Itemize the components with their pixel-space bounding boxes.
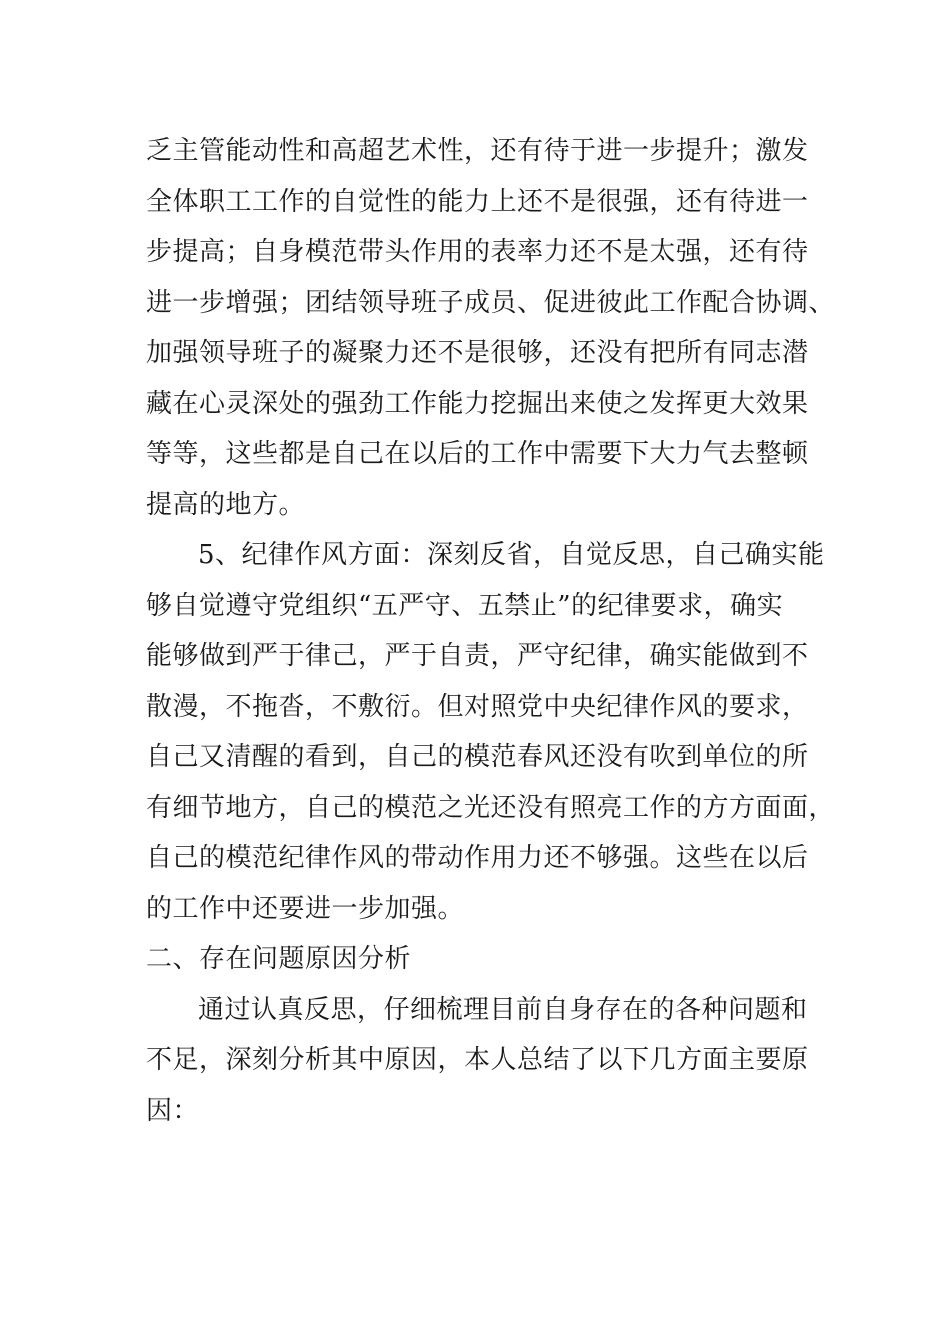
- document-body: [146, 126, 836, 1136]
- paragraph-discipline-style: [146, 530, 836, 934]
- text-line: 乏主管能动性和高超艺术性，还有待于进一步提升；激发: [146, 136, 809, 166]
- text-line: 有细节地方，自己的模范之光还没有照亮工作的方方面面，: [146, 792, 836, 823]
- text-line: 散漫，不拖沓，不敷衍。但对照党中央纪律作风的要求，: [146, 691, 809, 722]
- text-line: 加强领导班子的凝聚力还不是很够，还没有把所有同志潜: [146, 338, 809, 368]
- text-line: 能够做到严于律己，严于自责，严守纪律，确实能做到不: [146, 641, 809, 671]
- text-line: 通过认真反思，仔细梳理目前自身存在的各种问题和: [198, 994, 808, 1025]
- text-line: 藏在心灵深处的强劲工作能力挖掘出来使之发挥更大效果: [146, 388, 809, 419]
- text-line: 步提高；自身模范带头作用的表率力还不是太强，还有待: [146, 237, 809, 267]
- text-line: 不足，深刻分析其中原因，本人总结了以下几方面主要原: [146, 1045, 809, 1075]
- text-line: 全体职工工作的自觉性的能力上还不是很强，还有待进一: [146, 186, 809, 217]
- text-line: 的工作中还要进一步加强。: [146, 893, 465, 924]
- text-line: 进一步增强；团结领导班子成员、促进彼此工作配合协调、: [146, 287, 836, 318]
- section-heading: 二、存在问题原因分析: [146, 944, 412, 974]
- paragraph-leadership-continued: [146, 126, 836, 530]
- text-line: 够自觉遵守党组织“五严守、五禁止”的纪律要求，确实: [146, 590, 784, 621]
- text-line: 提高的地方。: [146, 489, 306, 520]
- text-line: 自己的模范纪律作风的带动作用力还不够强。这些在以后: [146, 843, 809, 873]
- paragraph-cause-analysis: [146, 985, 826, 1137]
- text-line: 自己又清醒的看到，自己的模范春风还没有吹到单位的所: [146, 742, 809, 772]
- text-line: 等等，这些都是自己在以后的工作中需要下大力气去整顿: [146, 439, 809, 469]
- text-line: 5、纪律作风方面：深刻反省，自觉反思，自己确实能: [198, 540, 825, 570]
- text-line: 因：: [146, 1095, 200, 1126]
